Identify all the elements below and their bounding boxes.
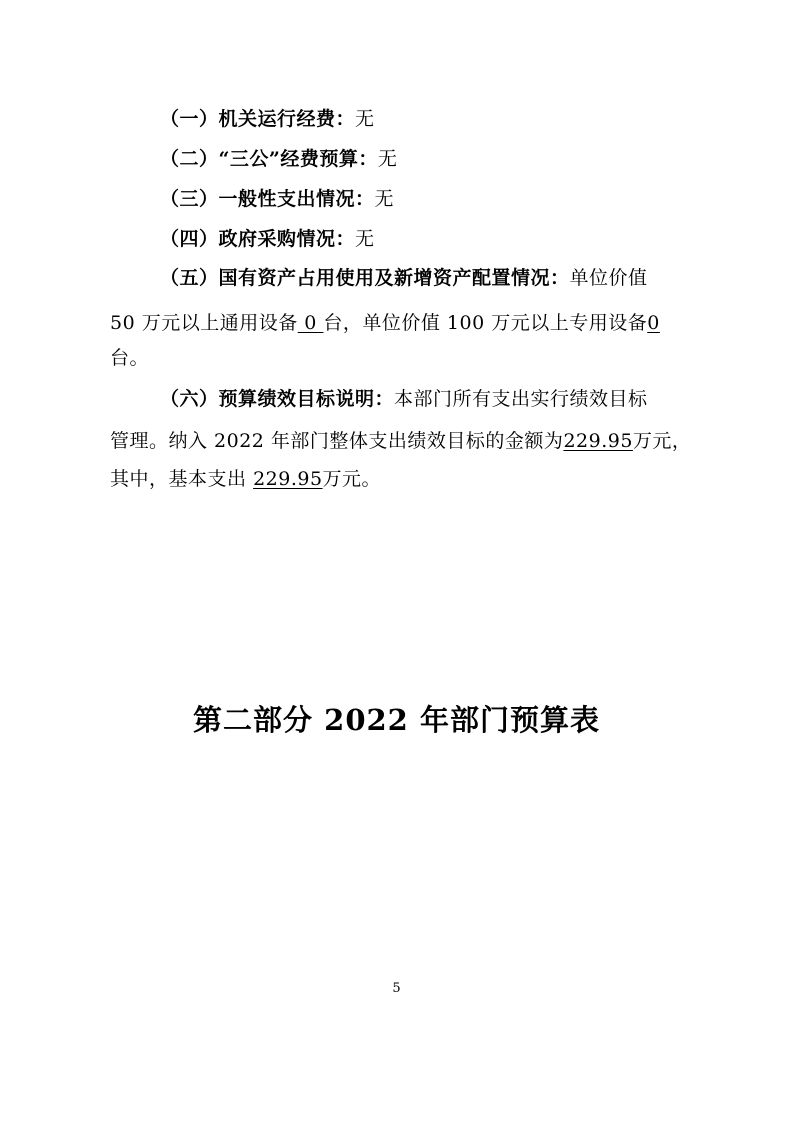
item-5-line-1 bbox=[160, 266, 740, 290]
item-3 bbox=[160, 187, 740, 211]
item-5-text-b: 50 万元以上通用设备 bbox=[110, 312, 298, 334]
item-4-label: （四）政府采购情况： bbox=[160, 228, 356, 250]
item-6-line-1 bbox=[160, 387, 740, 411]
item-5-line-3 bbox=[110, 346, 690, 370]
item-5-text-a: 单位价值 bbox=[569, 267, 648, 289]
basic-amount: 229.95 bbox=[253, 468, 323, 490]
item-3-value: 无 bbox=[374, 188, 395, 210]
item-4 bbox=[160, 227, 740, 251]
item-6-text-e: 万元。 bbox=[322, 468, 382, 490]
item-6-line-2 bbox=[110, 429, 690, 453]
item-6-text-c: 万元， bbox=[632, 430, 692, 452]
item-6-text-a: 本部门所有支出实行绩效目标 bbox=[394, 388, 648, 410]
total-amount: 229.95 bbox=[563, 430, 633, 452]
item-5-line-2 bbox=[110, 311, 690, 335]
item-5-text-d: 台。 bbox=[110, 347, 150, 369]
item-6-label: （六）预算绩效目标说明： bbox=[160, 388, 395, 410]
item-6-text-d: 其中，基本支出 bbox=[110, 468, 247, 490]
item-2-value: 无 bbox=[377, 148, 398, 170]
item-5-label: （五）国有资产占用使用及新增资产配置情况： bbox=[160, 267, 570, 289]
item-2-label: （二）“三公”经费预算： bbox=[160, 148, 378, 170]
special-equipment-count: 0 bbox=[647, 312, 660, 334]
section-heading: 第二部分 2022 年部门预算表 bbox=[193, 703, 600, 737]
general-equipment-count: 0 bbox=[297, 312, 324, 334]
item-2 bbox=[160, 147, 740, 171]
item-1 bbox=[160, 107, 740, 131]
item-1-value: 无 bbox=[355, 108, 375, 130]
item-4-value: 无 bbox=[355, 228, 375, 250]
item-3-label: （三）一般性支出情况： bbox=[160, 188, 375, 210]
item-5-text-c: 台，单位价值 100 万元以上专用设备 bbox=[323, 312, 648, 334]
item-6-text-b: 管理。纳入 2022 年部门整体支出绩效目标的金额为 bbox=[110, 430, 564, 452]
item-6-line-3 bbox=[110, 467, 690, 491]
page-number: 5 bbox=[392, 981, 401, 996]
item-1-label: （一）机关运行经费： bbox=[160, 108, 356, 130]
